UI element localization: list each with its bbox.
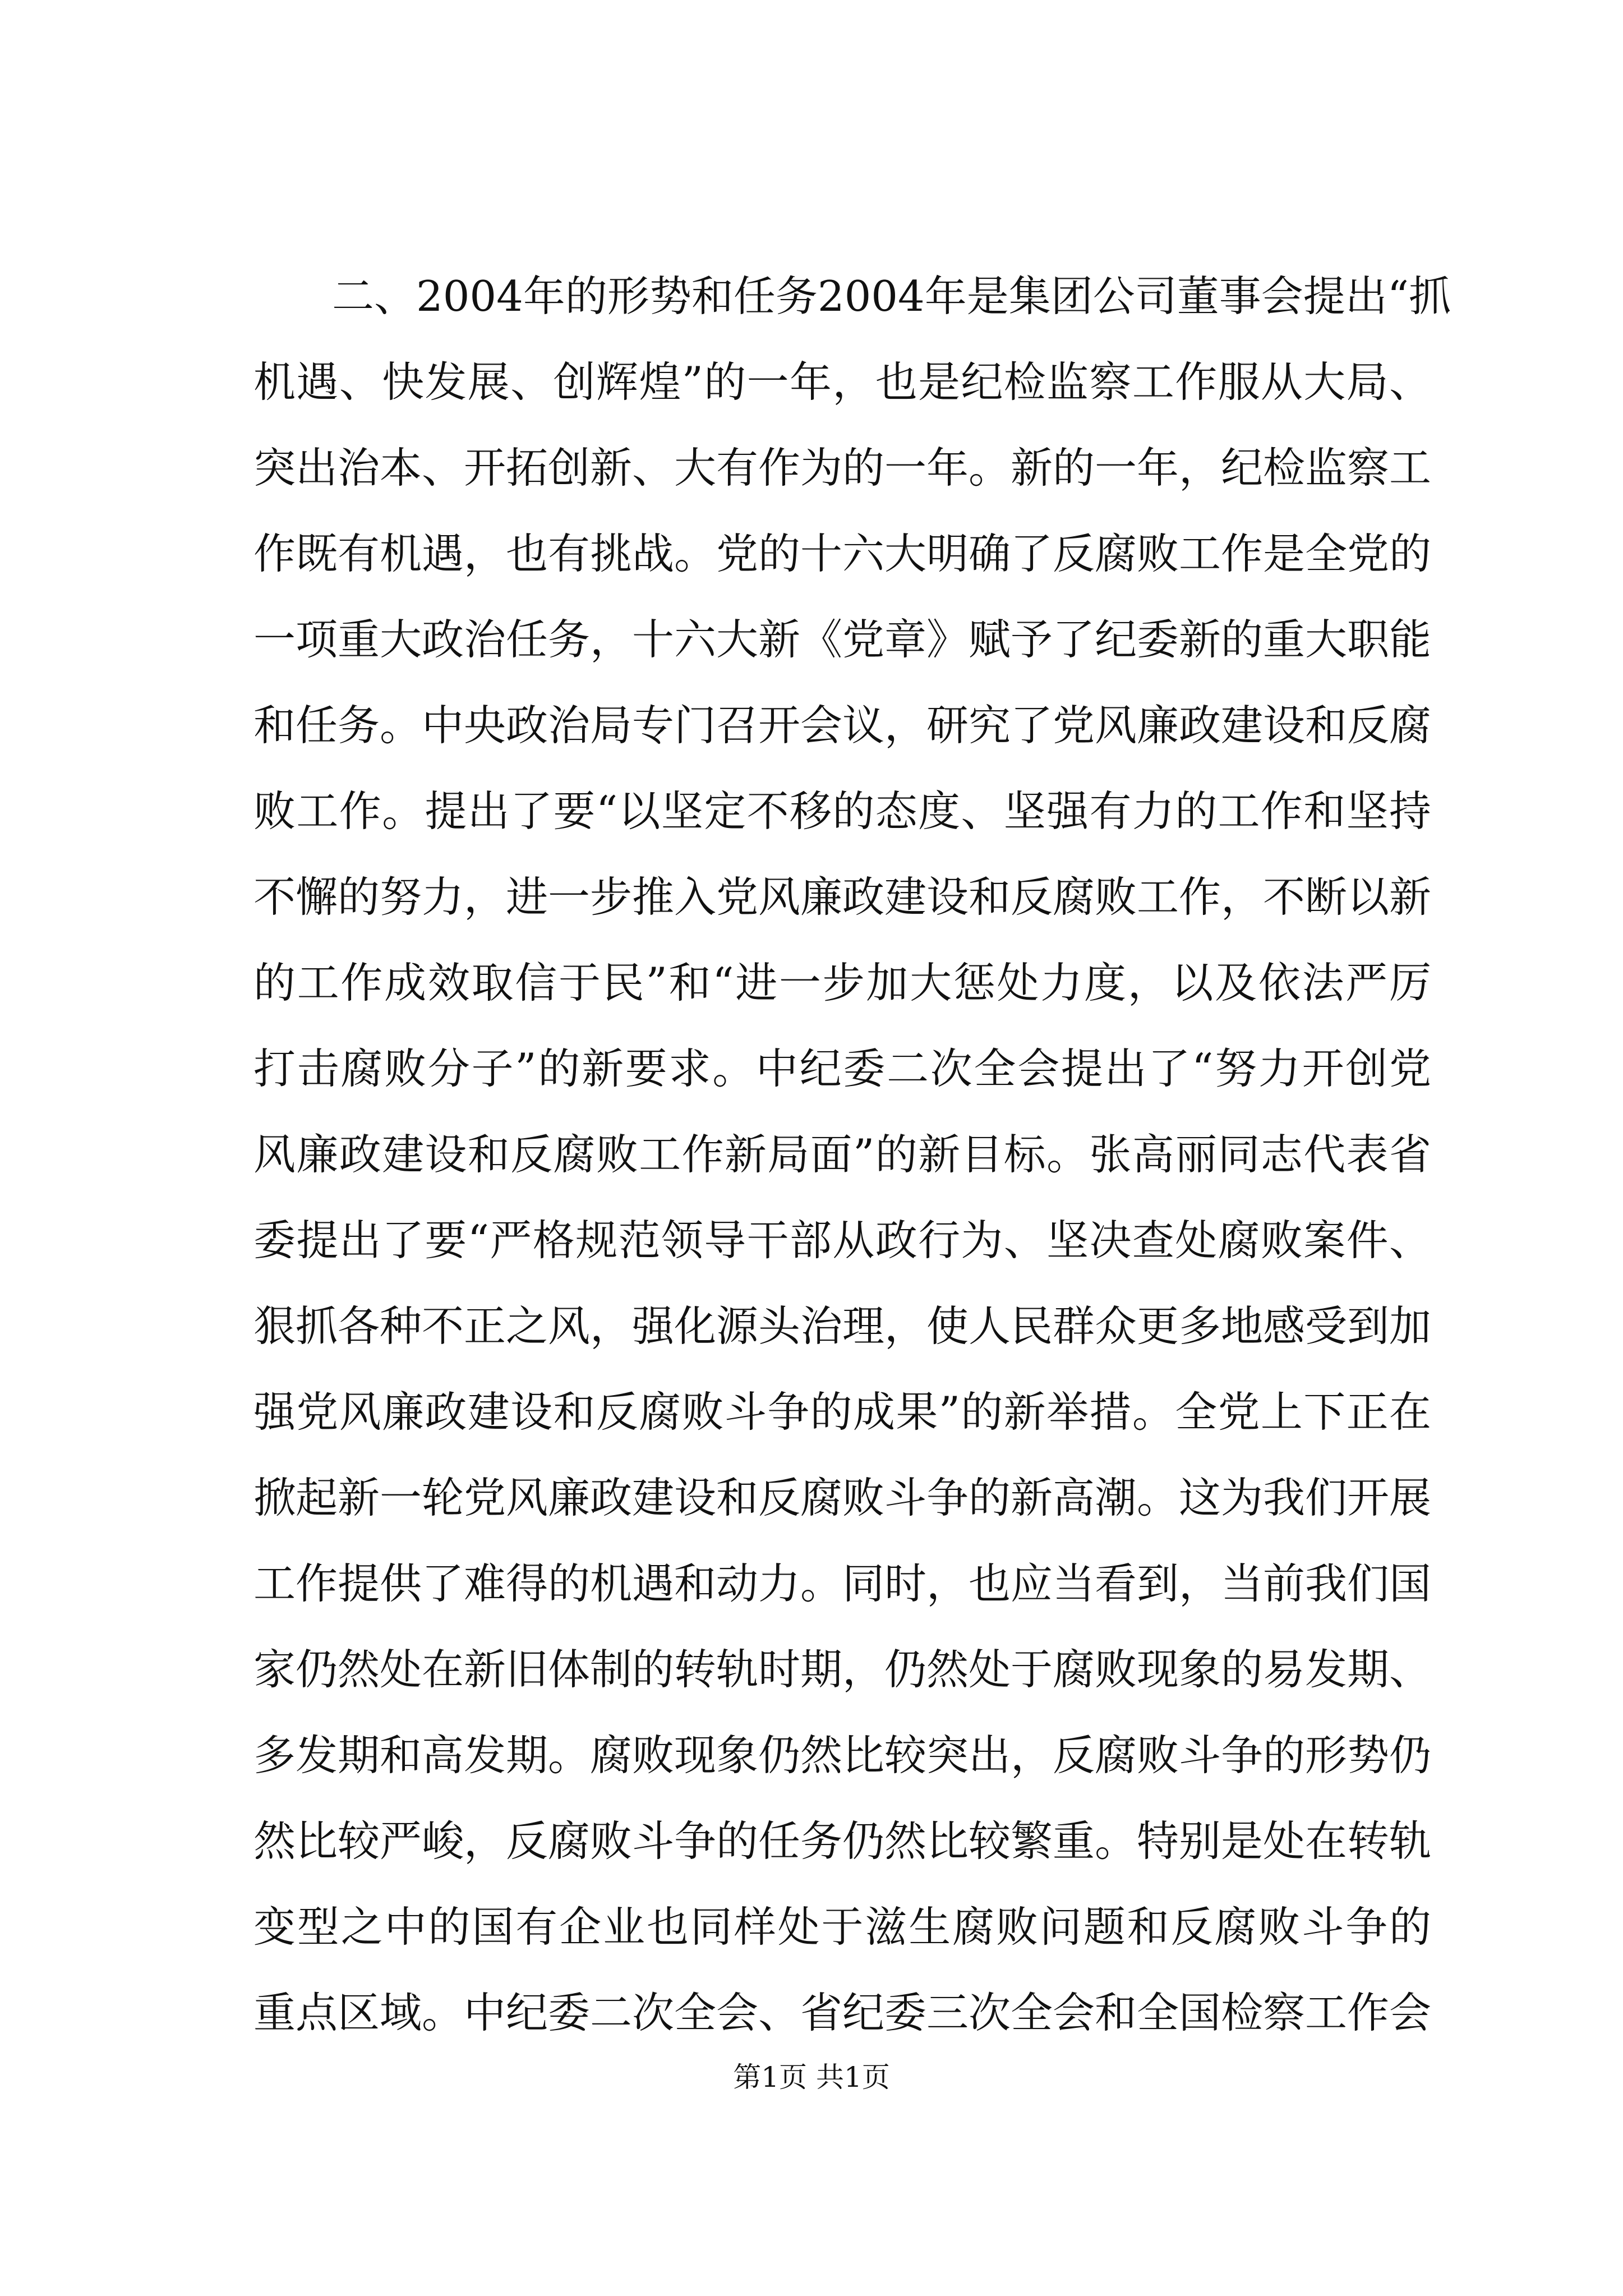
text-line: 和任务。中央政治局专门召开会议，研究了党风廉政建设和反腐	[253, 701, 1432, 750]
text-line: 突出治本、开拓创新、大有作为的一年。新的一年，纪检监察工	[253, 443, 1432, 493]
text-line: 的工作成效取信于民”和“进一步加大惩处力度，以及依法严厉	[253, 958, 1431, 1007]
text-line: 然比较严峻，反腐败斗争的任务仍然比较繁重。特别是处在转轨	[253, 1816, 1432, 1866]
text-line: 二、2004年的形势和任务2004年是集团公司董事会提出“抓	[332, 272, 1451, 321]
text-line: 委提出了要“严格规范领导干部从政行为、坚决查处腐败案件、	[253, 1216, 1431, 1265]
text-line: 败工作。提出了要“以坚定不移的态度、坚强有力的工作和坚持	[253, 786, 1431, 836]
text-line: 工作提供了难得的机遇和动力。同时，也应当看到，当前我们国	[253, 1559, 1432, 1608]
text-line: 一项重大政治任务，十六大新《党章》赋予了纪委新的重大职能	[253, 615, 1432, 664]
text-line: 狠抓各种不正之风，强化源头治理，使人民群众更多地感受到加	[253, 1301, 1432, 1351]
text-line: 机遇、快发展、创辉煌”的一年，也是纪检监察工作服从大局、	[253, 357, 1431, 407]
text-line: 作既有机遇，也有挑战。党的十六大明确了反腐败工作是全党的	[253, 529, 1432, 578]
text-line: 多发期和高发期。腐败现象仍然比较突出，反腐败斗争的形势仍	[253, 1731, 1432, 1780]
body-paragraph	[253, 254, 1451, 2056]
page-number-label: 第1页 共1页	[733, 2061, 890, 2093]
text-line: 重点区域。中纪委二次全会、省纪委三次全会和全国检察工作会	[253, 1988, 1432, 2037]
text-line: 打击腐败分子”的新要求。中纪委二次全会提出了“努力开创党	[253, 1044, 1431, 1093]
text-line: 风廉政建设和反腐败工作新局面”的新目标。张高丽同志代表省	[253, 1130, 1431, 1179]
page-footer	[0, 2058, 1623, 2097]
text-line: 掀起新一轮党风廉政建设和反腐败斗争的新高潮。这为我们开展	[253, 1473, 1432, 1522]
text-line: 变型之中的国有企业也同样处于滋生腐败问题和反腐败斗争的	[253, 1902, 1431, 1952]
text-line: 家仍然处在新旧体制的转轨时期，仍然处于腐败现象的易发期、	[253, 1645, 1432, 1694]
text-line: 强党风廉政建设和反腐败斗争的成果”的新举措。全党上下正在	[253, 1387, 1431, 1437]
text-line: 不懈的努力，进一步推入党风廉政建设和反腐败工作，不断以新	[253, 872, 1432, 922]
